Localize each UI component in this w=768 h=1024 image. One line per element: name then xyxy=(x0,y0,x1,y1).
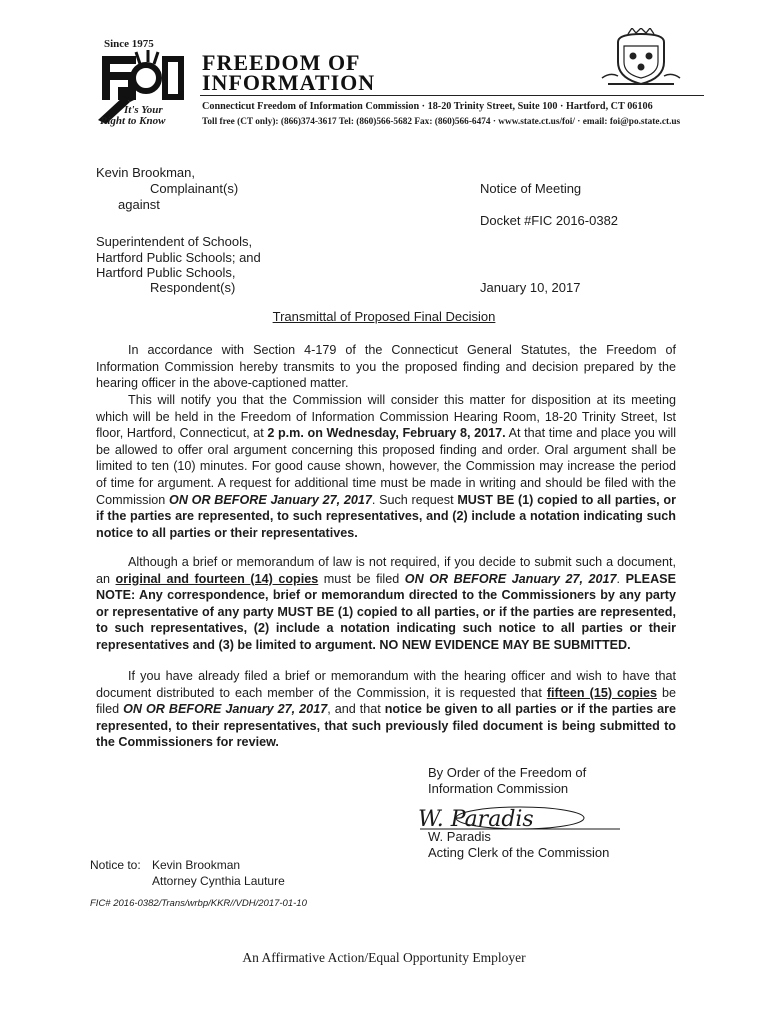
notice-recipient-1: Kevin Brookman xyxy=(152,858,241,872)
brand-title-line1: FREEDOM OF xyxy=(202,50,361,75)
tagline-line1: It's Your xyxy=(124,104,163,116)
respondent-line2: Hartford Public Schools; and xyxy=(96,250,261,265)
transmittal-title: Transmittal of Proposed Final Decision xyxy=(272,309,496,324)
paragraph-1: In accordance with Section 4-179 of the Connecticut General Statutes, the Freedom of Information Commission hereby transmits to you the proposed finding and decision prepared by the hearing officer in the above-captioned matter. xyxy=(96,343,676,391)
brand-title-line2: INFORMATION xyxy=(202,70,376,95)
docket-number: Docket #FIC 2016-0382 xyxy=(480,213,619,228)
commission-address: Connecticut Freedom of Information Commission · 18-20 Trinity Street, Suite 100 · Hartford, CT 06106 xyxy=(202,101,653,112)
signatory-title: Acting Clerk of the Commission xyxy=(428,845,610,860)
handwritten-signature xyxy=(412,802,624,832)
respondent-line1: Superintendent of Schools, xyxy=(96,234,253,249)
paragraph-3: Although a brief or memorandum of law is not required, if you decide to submit such a document, an original and fourteen (14) copies must be filed ON OR BEFORE January 27, 2017. PLEASE NOTE: Any correspondence, brief or memorandum directed to the Commissioners by any party or representative of any party MUST BE (1) copied to all parties, or if the parties are represented, to such representatives, (2) include a notation indicating such notice to all parties or their representatives and (3) be limited to argument. NO NEW EVIDENCE MAY BE SUBMITTED. xyxy=(96,555,676,652)
footer-text: An Affirmative Action/Equal Opportunity Employer xyxy=(242,950,526,965)
respondent-role: Respondent(s) xyxy=(150,280,236,295)
notice-date: January 10, 2017 xyxy=(480,280,581,295)
svg-text:W. Paradis: W. Paradis xyxy=(418,807,534,832)
order-line1: By Order of the Freedom of xyxy=(428,765,587,780)
reference-code: FIC# 2016-0382/Trans/wrbp/KKR//VDH/2017-01-10 xyxy=(90,898,307,909)
complainant-role: Complainant(s) xyxy=(150,181,239,196)
since-year: Since 1975 xyxy=(104,38,154,50)
complainant-name: Kevin Brookman, xyxy=(96,165,195,180)
signatory-name: W. Paradis xyxy=(428,829,491,844)
order-line2: Information Commission xyxy=(428,781,569,796)
respondent-line3: Hartford Public Schools, xyxy=(96,265,236,280)
notice-to-label: Notice to: xyxy=(90,858,141,872)
tagline-line2: Right to Know xyxy=(100,115,166,127)
notice-title: Notice of Meeting xyxy=(480,181,582,196)
paragraph-2: This will notify you that the Commission will consider this matter for disposition at its meeting which will be held in the Freedom of Information Commission Hearing Room, 18-20 Trinity Street, Ist floor, Hartford, Connecticut, at 2 p.m. on Wednesday, February 8, 2017. At that time and place you will be allowed to offer oral argument concerning this proposed finding and order. Oral argument shall be limited to ten (10) minutes. For good cause shown, however, the Commission may increase the period of time for argument. A request for additional time must be made in writing and should be filed with the Commission ON OR BEFORE January 27, 2017. Such request MUST BE (1) copied to all parties, or if the parties are represented, to such representatives, and (2) include a notation indicating such notice to all parties or their representatives. xyxy=(96,393,676,540)
against-label: against xyxy=(118,197,160,212)
commission-contact: Toll free (CT only): (866)374-3617 Tel: (860)566-5682 Fax: (860)566-6474 · www.state.ct.us/foi/ · email: foi@po.state.ct.us xyxy=(202,117,681,127)
paragraph-4: If you have already filed a brief or memorandum with the hearing officer and wish to have that document distributed to each member of the Commission, it is requested that fifteen (15) copies be filed ON OR BEFORE January 27, 2017, and that notice be given to all parties or if the parties are represented, to their representatives, that such previously filed document is being submitted to the Commissioners for review. xyxy=(96,669,676,750)
state-seal xyxy=(598,28,684,90)
letterhead-rule xyxy=(200,95,704,96)
notice-recipient-2: Attorney Cynthia Lauture xyxy=(152,874,285,888)
